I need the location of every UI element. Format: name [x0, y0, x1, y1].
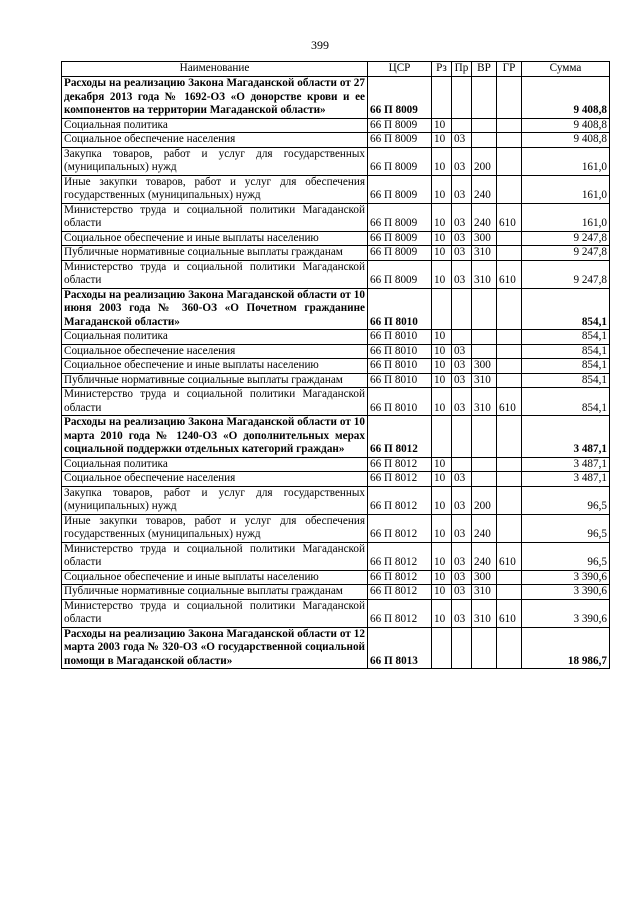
cell-vr: 300 — [472, 570, 497, 585]
cell-pr: 03 — [452, 599, 472, 627]
cell-gr — [497, 416, 522, 458]
cell-pr: 03 — [452, 147, 472, 175]
cell-pr: 03 — [452, 231, 472, 246]
cell-vr: 200 — [472, 486, 497, 514]
cell-rz: 10 — [432, 231, 452, 246]
cell-gr — [497, 330, 522, 345]
cell-rz: 10 — [432, 373, 452, 388]
cell-vr: 300 — [472, 231, 497, 246]
cell-rz: 10 — [432, 457, 452, 472]
cell-sum: 161,0 — [522, 203, 610, 231]
cell-pr — [452, 118, 472, 133]
cell-csr: 66 П 8009 — [368, 246, 432, 261]
header-sum: Сумма — [522, 62, 610, 77]
table-row — [62, 514, 610, 542]
cell-rz: 10 — [432, 388, 452, 416]
cell-pr — [452, 77, 472, 119]
cell-csr: 66 П 8012 — [368, 514, 432, 542]
cell-sum: 854,1 — [522, 288, 610, 330]
cell-gr: 610 — [497, 260, 522, 288]
cell-gr — [497, 246, 522, 261]
cell-csr: 66 П 8012 — [368, 457, 432, 472]
header-pr: Пр — [452, 62, 472, 77]
cell-vr: 240 — [472, 175, 497, 203]
cell-gr — [497, 570, 522, 585]
table-row — [62, 359, 610, 374]
cell-name: Социальное обеспечение населения — [62, 344, 368, 359]
cell-sum: 854,1 — [522, 359, 610, 374]
table-row — [62, 203, 610, 231]
cell-sum: 9 247,8 — [522, 231, 610, 246]
cell-gr: 610 — [497, 542, 522, 570]
cell-pr: 03 — [452, 570, 472, 585]
cell-pr: 03 — [452, 344, 472, 359]
table-row — [62, 118, 610, 133]
page-number: 399 — [311, 38, 329, 52]
cell-csr: 66 П 8010 — [368, 344, 432, 359]
cell-pr: 03 — [452, 359, 472, 374]
cell-name: Публичные нормативные социальные выплаты гражданам — [62, 373, 368, 388]
cell-rz: 10 — [432, 175, 452, 203]
table-row — [62, 416, 610, 458]
cell-vr: 240 — [472, 203, 497, 231]
cell-name: Министерство труда и социальной политики Магаданской области — [62, 260, 368, 288]
table-row — [62, 472, 610, 487]
cell-pr — [452, 627, 472, 669]
cell-name: Министерство труда и социальной политики Магаданской области — [62, 388, 368, 416]
cell-vr: 240 — [472, 542, 497, 570]
cell-name: Социальное обеспечение населения — [62, 472, 368, 487]
table-row — [62, 542, 610, 570]
cell-vr: 310 — [472, 388, 497, 416]
cell-sum: 9 408,8 — [522, 77, 610, 119]
cell-vr: 310 — [472, 373, 497, 388]
cell-pr — [452, 416, 472, 458]
cell-gr — [497, 288, 522, 330]
cell-sum: 3 487,1 — [522, 416, 610, 458]
cell-name: Социальное обеспечение населения — [62, 133, 368, 148]
cell-rz: 10 — [432, 542, 452, 570]
cell-csr: 66 П 8010 — [368, 388, 432, 416]
cell-vr: 240 — [472, 514, 497, 542]
table-row — [62, 175, 610, 203]
cell-vr — [472, 472, 497, 487]
cell-gr: 610 — [497, 388, 522, 416]
cell-pr: 03 — [452, 388, 472, 416]
cell-gr: 610 — [497, 203, 522, 231]
table-row — [62, 260, 610, 288]
cell-rz: 10 — [432, 359, 452, 374]
cell-csr: 66 П 8009 — [368, 77, 432, 119]
cell-name: Социальная политика — [62, 457, 368, 472]
cell-rz: 10 — [432, 203, 452, 231]
cell-csr: 66 П 8012 — [368, 599, 432, 627]
header-csr: ЦСР — [368, 62, 432, 77]
table-row — [62, 486, 610, 514]
cell-gr — [497, 77, 522, 119]
cell-sum: 3 487,1 — [522, 472, 610, 487]
budget-table — [61, 61, 610, 669]
cell-rz: 10 — [432, 599, 452, 627]
cell-rz: 10 — [432, 344, 452, 359]
cell-csr: 66 П 8010 — [368, 330, 432, 345]
table-row — [62, 330, 610, 345]
cell-vr — [472, 133, 497, 148]
cell-sum: 854,1 — [522, 373, 610, 388]
cell-gr — [497, 359, 522, 374]
cell-csr: 66 П 8009 — [368, 133, 432, 148]
cell-csr: 66 П 8009 — [368, 175, 432, 203]
cell-gr — [497, 231, 522, 246]
cell-gr — [497, 133, 522, 148]
cell-gr: 610 — [497, 599, 522, 627]
header-name: Наименование — [62, 62, 368, 77]
cell-vr — [472, 77, 497, 119]
cell-vr — [472, 627, 497, 669]
cell-sum: 9 247,8 — [522, 246, 610, 261]
table-row — [62, 570, 610, 585]
cell-pr: 03 — [452, 175, 472, 203]
cell-csr: 66 П 8009 — [368, 203, 432, 231]
cell-name: Министерство труда и социальной политики Магаданской области — [62, 542, 368, 570]
table-row — [62, 77, 610, 119]
table-body — [62, 77, 610, 669]
cell-rz: 10 — [432, 147, 452, 175]
cell-rz — [432, 627, 452, 669]
cell-csr: 66 П 8013 — [368, 627, 432, 669]
cell-sum: 96,5 — [522, 542, 610, 570]
cell-gr — [497, 344, 522, 359]
cell-vr — [472, 288, 497, 330]
table-row — [62, 288, 610, 330]
cell-rz: 10 — [432, 472, 452, 487]
cell-name: Социальная политика — [62, 118, 368, 133]
cell-vr — [472, 457, 497, 472]
cell-rz: 10 — [432, 133, 452, 148]
cell-rz: 10 — [432, 570, 452, 585]
cell-vr — [472, 330, 497, 345]
header-rz: Рз — [432, 62, 452, 77]
table-row — [62, 599, 610, 627]
cell-vr: 310 — [472, 585, 497, 600]
table-row — [62, 585, 610, 600]
cell-csr: 66 П 8012 — [368, 570, 432, 585]
cell-gr — [497, 175, 522, 203]
cell-gr — [497, 627, 522, 669]
cell-rz — [432, 288, 452, 330]
table-row — [62, 388, 610, 416]
cell-sum: 9 408,8 — [522, 133, 610, 148]
cell-vr: 310 — [472, 260, 497, 288]
cell-rz: 10 — [432, 118, 452, 133]
table-row — [62, 373, 610, 388]
table-row — [62, 231, 610, 246]
table-header-row — [62, 62, 610, 77]
cell-name: Иные закупки товаров, работ и услуг для обеспечения государственных (муниципальных) нужд — [62, 514, 368, 542]
cell-name: Закупка товаров, работ и услуг для государственных (муниципальных) нужд — [62, 486, 368, 514]
cell-vr — [472, 118, 497, 133]
cell-sum: 9 247,8 — [522, 260, 610, 288]
cell-name: Публичные нормативные социальные выплаты гражданам — [62, 585, 368, 600]
cell-pr: 03 — [452, 585, 472, 600]
cell-name: Министерство труда и социальной политики Магаданской области — [62, 203, 368, 231]
cell-gr — [497, 373, 522, 388]
cell-pr: 03 — [452, 472, 472, 487]
cell-name: Социальное обеспечение и иные выплаты населению — [62, 359, 368, 374]
cell-gr — [497, 486, 522, 514]
cell-vr — [472, 344, 497, 359]
cell-vr — [472, 416, 497, 458]
cell-sum: 854,1 — [522, 330, 610, 345]
cell-csr: 66 П 8009 — [368, 231, 432, 246]
cell-name: Расходы на реализацию Закона Магаданской области от 12 марта 2003 года № 320-ОЗ «О государственной социальной помощи в Магаданской области» — [62, 627, 368, 669]
cell-pr: 03 — [452, 246, 472, 261]
cell-csr: 66 П 8010 — [368, 373, 432, 388]
cell-csr: 66 П 8012 — [368, 542, 432, 570]
cell-pr: 03 — [452, 373, 472, 388]
cell-vr: 310 — [472, 599, 497, 627]
cell-pr: 03 — [452, 133, 472, 148]
cell-csr: 66 П 8009 — [368, 260, 432, 288]
table-row — [62, 133, 610, 148]
cell-rz — [432, 416, 452, 458]
cell-vr: 200 — [472, 147, 497, 175]
cell-sum: 3 390,6 — [522, 570, 610, 585]
cell-name: Социальное обеспечение и иные выплаты населению — [62, 231, 368, 246]
cell-pr — [452, 330, 472, 345]
cell-gr — [497, 514, 522, 542]
cell-rz: 10 — [432, 330, 452, 345]
table-row — [62, 344, 610, 359]
cell-sum: 3 390,6 — [522, 599, 610, 627]
cell-sum: 18 986,7 — [522, 627, 610, 669]
cell-sum: 161,0 — [522, 175, 610, 203]
cell-rz: 10 — [432, 246, 452, 261]
cell-rz: 10 — [432, 514, 452, 542]
cell-gr — [497, 472, 522, 487]
cell-pr: 03 — [452, 260, 472, 288]
cell-csr: 66 П 8009 — [368, 118, 432, 133]
cell-csr: 66 П 8010 — [368, 288, 432, 330]
cell-sum: 854,1 — [522, 344, 610, 359]
cell-sum: 3 390,6 — [522, 585, 610, 600]
cell-name: Иные закупки товаров, работ и услуг для обеспечения государственных (муниципальных) нужд — [62, 175, 368, 203]
cell-pr — [452, 288, 472, 330]
cell-csr: 66 П 8010 — [368, 359, 432, 374]
cell-name: Расходы на реализацию Закона Магаданской области от 27 декабря 2013 года № 1692-ОЗ «О донорстве крови и ее компонентов на территории Магаданской области» — [62, 77, 368, 119]
cell-name: Закупка товаров, работ и услуг для государственных (муниципальных) нужд — [62, 147, 368, 175]
cell-rz: 10 — [432, 486, 452, 514]
cell-sum: 96,5 — [522, 486, 610, 514]
cell-rz: 10 — [432, 260, 452, 288]
table-row — [62, 457, 610, 472]
cell-sum: 854,1 — [522, 388, 610, 416]
cell-csr: 66 П 8012 — [368, 585, 432, 600]
table-row — [62, 147, 610, 175]
cell-csr: 66 П 8012 — [368, 416, 432, 458]
table-row — [62, 627, 610, 669]
cell-csr: 66 П 8012 — [368, 486, 432, 514]
cell-sum: 161,0 — [522, 147, 610, 175]
cell-csr: 66 П 8009 — [368, 147, 432, 175]
cell-pr: 03 — [452, 203, 472, 231]
cell-name: Расходы на реализацию Закона Магаданской области от 10 марта 2010 года № 1240-ОЗ «О дополнительных мерах социальной поддержки отдельных категорий граждан» — [62, 416, 368, 458]
cell-gr — [497, 457, 522, 472]
cell-vr: 300 — [472, 359, 497, 374]
header-vr: ВР — [472, 62, 497, 77]
cell-name: Министерство труда и социальной политики Магаданской области — [62, 599, 368, 627]
cell-vr: 310 — [472, 246, 497, 261]
cell-name: Расходы на реализацию Закона Магаданской области от 10 июня 2003 года № 360-ОЗ «О Почетном гражданине Магаданской области» — [62, 288, 368, 330]
cell-rz: 10 — [432, 585, 452, 600]
cell-pr: 03 — [452, 486, 472, 514]
cell-name: Социальная политика — [62, 330, 368, 345]
cell-name: Публичные нормативные социальные выплаты гражданам — [62, 246, 368, 261]
cell-pr: 03 — [452, 542, 472, 570]
cell-pr: 03 — [452, 514, 472, 542]
cell-sum: 9 408,8 — [522, 118, 610, 133]
cell-name: Социальное обеспечение и иные выплаты населению — [62, 570, 368, 585]
table-row — [62, 246, 610, 261]
cell-csr: 66 П 8012 — [368, 472, 432, 487]
cell-gr — [497, 118, 522, 133]
cell-rz — [432, 77, 452, 119]
cell-gr — [497, 147, 522, 175]
header-gr: ГР — [497, 62, 522, 77]
cell-sum: 3 487,1 — [522, 457, 610, 472]
cell-sum: 96,5 — [522, 514, 610, 542]
cell-pr — [452, 457, 472, 472]
cell-gr — [497, 585, 522, 600]
